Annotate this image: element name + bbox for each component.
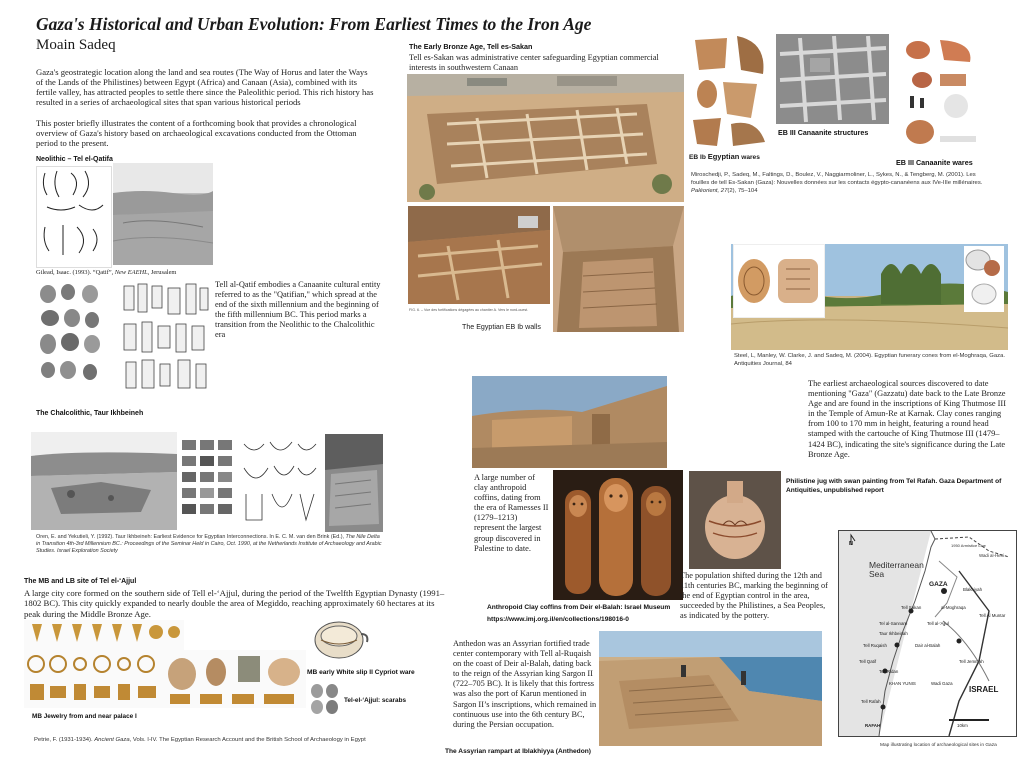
map-place: GAZA <box>929 581 948 588</box>
eb-iii-structures-photo <box>776 34 889 124</box>
eb-iii-structures-label: EB III Canaanite structures <box>778 129 869 137</box>
map-place: Blakhiyah <box>963 587 983 592</box>
map-place: Wadi al-Hesi <box>979 553 1004 558</box>
eb-iii-wares-label: EB III Canaanite wares <box>896 158 973 167</box>
map-place: KHAN YUNIS <box>889 681 916 686</box>
late-bronze-ceramics <box>964 246 1004 312</box>
mb-citation: Petrie, F. (1931-1934). Ancient Gaza, Vols. I-IV. The Egyptian Research Account and the British School of Archaeology in Egypt <box>34 737 366 743</box>
map-place: Tell Ruqaish <box>863 643 887 648</box>
cypriot-label: MB early White slip II Cypriot ware <box>307 669 415 676</box>
late-bronze-citation: Steel, L, Manley, W. Clarke, J. and Sadeq, M. (2004). Egyptian funerary cones from el-Moghraqa, Gaza. Antiquities Journal, 84 <box>734 353 1005 367</box>
tell-es-sakan-aerial-photo <box>407 74 684 202</box>
eb-ib-wares-label: EB Ib Egyptian wares <box>689 152 760 161</box>
map-place: Dair al-Balah <box>915 643 941 648</box>
eb-citation: Miroschedji, P., Sadeq, M., Faltings, D., Boulez, V., Naggiarmoliner, L., Sykes, N., & Tengberg, M. (2001). Les fouilles de tell Es-Sakan (Gaza): Nouvelles données sur les contacts égypto-cananéens aux IVe-IIIe millénaires. Paléorient, 27(2), 75–104 <box>691 172 983 194</box>
map-north-label: N <box>849 541 853 547</box>
eb-heading: The Early Bronze Age, Tell es-Sakan <box>409 42 533 51</box>
mb-text: A large city core formed on the southern side of Tell el-‘Ajjul, during the period of the Twelfth Egyptian Dynasty (1991–1802 BC). This city quickly expanded to nearly double the area of Megiddo, reaching approximately 60 hectares at its peak during the Middle Bronze Age. <box>24 588 445 619</box>
map-place: Tell Qatif <box>859 659 877 664</box>
late-bronze-text: The earliest archaeological sources discovered to date mentioning "Gaza" (Gazzatu) date back to the Late Bronze Age and are found in the inscriptions of King Thutmose III in the Temple of Amun-Re at Karnak. Clay cones ranging from 100 to 170 mm in height, featuring a round head stamped with the cartouche of King Thutmose III (1479–1424 BC), indicating the site's significance during the Late Bronze Age. <box>808 379 1007 459</box>
map-place: Tell Rafah <box>861 699 881 704</box>
map-place: Wadi Gaza <box>931 681 953 686</box>
map-place: Tell Al Muntar <box>979 613 1006 618</box>
qatifa-site-photo <box>113 163 213 265</box>
chalcolithic-sherds <box>180 436 236 528</box>
poster-title: Gaza's Historical and Urban Evolution: From Earliest Times to the Iron Age <box>36 14 592 34</box>
qatifa-pottery-drawing <box>36 166 112 268</box>
anthedon-rampart-photo <box>599 631 822 746</box>
philistine-jug-photo <box>689 471 781 569</box>
map-sea-label: Mediterranean Sea <box>869 560 924 579</box>
neolithic-text: Tell al-Qatif embodies a Canaanite cultural entity referred to as the "Qatifian," which spread at the end of the sixth millennium and the beginning of the fifth millennium BC. This period marks a transition from the Neolithic to the Chalcolithic era <box>215 280 381 339</box>
map-armistice-label: 1950 Armistice Line <box>951 543 986 548</box>
map-place: Tell Ridan <box>879 669 899 674</box>
map-place: Tell Jemmah <box>959 659 984 664</box>
philistine-jug-label: Philistine jug with swan painting from Tel Rafah. Gaza Department of Antiquities, unpublished report <box>786 478 1002 494</box>
cypriot-bowl-photo <box>307 612 371 664</box>
gaza-sites-map <box>838 530 1017 737</box>
deir-el-balah-text: A large number of clay anthropoid coffins, dating from the era of Ramesses II (1279–1213) represent the largest group discovered in Palestine to date. <box>474 473 549 553</box>
neolithic-citation: Gilead, Isaac. (1993). “Qatif”, New EAEHL, Jerusalem <box>36 269 177 276</box>
map-caption: Map illustrating location of archaeological sites in Gaza <box>880 743 997 748</box>
jewelry-label: MB Jewelry from and near palace I <box>32 713 137 720</box>
eb-ib-wares-photo <box>687 34 772 150</box>
chalcolithic-excavation-photo <box>325 434 383 532</box>
chalcolithic-citation: Oren, E. and Yekutieli, Y. (1992). Taur Ikhbeineh: Earliest Evidence for Egyptian Interconnections. In E. C. M. van den Brink (Ed.), The Nile Delta in Transition 4th-3rd Millennium BC.: Proceedings of the Seminar Held in Cairo, Oct. 1990, at the Netherlands Institute of Archaeology and Arabic Studies. Israel Exploration Society <box>36 534 382 555</box>
mb-heading: The MB and LB site of Tel el-‘Ajjul <box>24 578 137 585</box>
qatifa-tool-drawings <box>120 280 212 395</box>
anthropoid-coffins-photo <box>553 470 683 600</box>
egyptian-walls-label: The Egyptian EB Ib walls <box>462 323 541 331</box>
map-place: al-Moghraqa <box>941 605 966 610</box>
mb-pottery-photos <box>160 650 306 708</box>
karnak-temple-photo <box>472 376 667 468</box>
eb-iii-wares-photo <box>900 36 980 148</box>
map-place: Tell al-'Ajjul <box>927 621 949 626</box>
coffins-label: Anthropoid Clay coffins from Deir el-Balah: Israel Museum <box>487 604 671 611</box>
map-place: Tel al-Sannam <box>879 621 908 626</box>
egyptian-walls-photo-1 <box>408 206 550 304</box>
chalcolithic-heading: The Chalcolithic, Taur Ikhbeineh <box>36 410 144 417</box>
intro-paragraph: Gaza's geostrategic location along the land and sea routes (The Way of Horus and later the Ways of the Lands of the Philistines) between Egypt (Africa) and Canaan (Asia), combined with its fertile valley, has attracted peoples to settle there since the Paleolithic period. This rich history has resulted in a series of archaeological sites that span various historical periods <box>36 67 374 108</box>
chalcolithic-pottery-drawings <box>238 436 322 528</box>
map-place: ISRAEL <box>969 685 999 694</box>
poster-author: Moain Sadeq <box>36 37 116 53</box>
taur-ikhbeineh-photo <box>31 432 177 530</box>
egyptian-walls-photo-2 <box>553 206 684 332</box>
eb-text: Tell es-Sakan was administrative center safeguarding Egyptian commercial interests in southwestern Canaan <box>409 53 659 72</box>
scarabs-photo <box>308 682 342 716</box>
philistine-text: The population shifted during the 12th and 11th centuries BC, marking the beginning of the end of Egyptian control in the area, succeeded by the Philistines, a Sea Peoples, as indicated by the pottery. <box>680 571 828 620</box>
map-place: Tell Sakan <box>901 605 922 610</box>
map-place: RAFAH <box>865 723 881 728</box>
map-scale-label: 10km <box>957 723 968 728</box>
funerary-cones-photo <box>733 244 825 318</box>
scarabs-label: Tel-el-‘Ajjul: scarabs <box>344 697 407 704</box>
imj-url[interactable]: https://www.imj.org.il/en/collections/198016-0 <box>487 616 629 623</box>
anthedon-text: Anthedon was an Assyrian fortified trade center contemporary with Tell al-Ruqaish on the coast of Deir al-Balah, dating back to the reign of the Assyrian king Sargon II (722–705 BC). It is likely that this fortress was also the port of Karun mentioned in Sargon II’s inscriptions, which remained in continuous use into the 6th century BC, during the Persian occupation. <box>453 639 597 729</box>
neolithic-heading: Neolithic – Tel el-Qatifa <box>36 156 113 163</box>
anthedon-label: The Assyrian rampart at Iblakhiyya (Anthedon) <box>445 748 591 755</box>
intro-paragraph-2: This poster briefly illustrates the content of a forthcoming book that provides a chronological overview of Gaza's history based on archaeological excavations conducted from the Ottoman period to the present. <box>36 118 357 149</box>
fortification-fig-caption: FIG. 6. – Vue des fortifications dégagées au chantier A. Vers le nord-ouest. <box>409 308 529 312</box>
qatifa-flint-tools <box>36 282 106 392</box>
map-place: Taur Ikhbeinah <box>879 631 908 636</box>
